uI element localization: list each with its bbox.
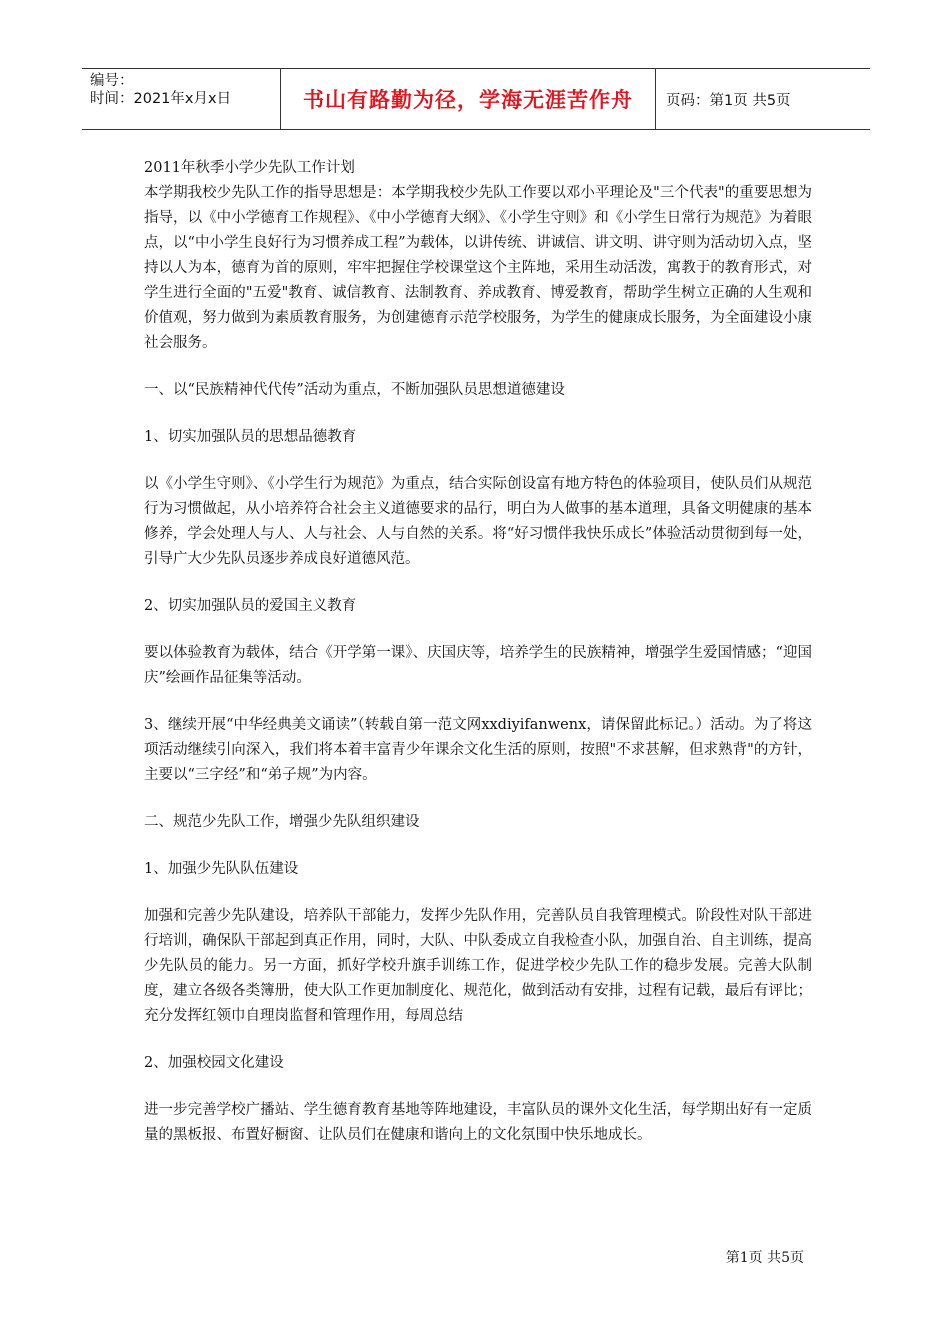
header-meta <box>82 69 281 129</box>
document-date: 时间：2021年x月x日 <box>90 91 232 107</box>
page-footer: 第1页 共5页 <box>725 1250 804 1266</box>
document-title: 2011年秋季小学少先队工作计划 <box>144 160 355 176</box>
section-1-item-1-body: 以《小学生守则》、《小学生行为规范》为重点，结合实际创设富有地方特色的体验项目，使队员们从规范行为习惯做起，从小培养符合社会主义道德要求的品行，明白为人做事的基本道理，具备文明健康的基本修养，学会处理人与人、人与社会、人与自然的关系。将“好习惯伴我快乐成长”体验活动贯彻到每一处，引导广大少先队员逐步养成良好道德风范。 <box>144 476 812 567</box>
section-2-heading: 二、规范少先队工作，增强少先队组织建设 <box>144 814 420 830</box>
page-header <box>82 68 870 130</box>
section-2-item-2-body: 进一步完善学校广播站、学生德育教育基地等阵地建设，丰富队员的课外文化生活，每学期出好有一定质量的黑板报、布置好橱窗、让队员们在健康和谐向上的文化氛围中快乐地成长。 <box>144 1102 812 1143</box>
intro-paragraph: 本学期我校少先队工作的指导思想是：本学期我校少先队工作要以邓小平理论及"三个代表"的重要思想为指导，以《中小学德育工作规程》、《中小学德育大纲》、《小学生守则》和《小学生日常行为规范》为着眼点，以“中小学生良好行为习惯养成工程”为载体，以讲传统、讲诚信、讲文明、讲守则为活动切入点，坚持以人为本，德育为首的原则，牢牢把握住学校课堂这个主阵地，采用生动活泼，寓教于的教育形式，对学生进行全面的"五爱"教育、诚信教育、法制教育、养成教育、博爱教育，帮助学生树立正确的人生观和价值观，努力做到为素质教育服务，为创建德育示范学校服务，为学生的健康成长服务，为全面建设小康社会服务。 <box>144 185 812 351</box>
document-body <box>144 156 812 1148</box>
section-1-item-2-heading: 2、切实加强队员的爱国主义教育 <box>144 598 357 614</box>
section-1-item-3-body: 3、继续开展“中华经典美文诵读”（转载自第一范文网xxdiyifanwenx，请保留此标记。）活动。为了将这项活动继续引向深入，我们将本着丰富青少年课余文化生活的原则，按照"不求甚解，但求熟背"的方针，主要以“三字经”和“弟子规”为内容。 <box>144 717 812 783</box>
section-1-heading: 一、以“民族精神代代传”活动为重点，不断加强队员思想道德建设 <box>144 382 565 398</box>
section-2-item-2-heading: 2、加强校园文化建设 <box>144 1055 284 1071</box>
header-motto: 书山有路勤为径，学海无涯苦作舟 <box>281 69 656 129</box>
section-1-item-2-body: 要以体验教育为载体，结合《开学第一课》、庆国庆等，培养学生的民族精神，增强学生爱国情感；“迎国庆”绘画作品征集等活动。 <box>144 645 812 686</box>
header-page-info: 页码：第1页 共5页 <box>666 92 791 109</box>
section-2-item-1-heading: 1、加强少先队队伍建设 <box>144 861 299 877</box>
document-number-label: 编号： <box>90 73 134 89</box>
section-2-item-1-body: 加强和完善少先队建设，培养队干部能力，发挥少先队作用，完善队员自我管理模式。阶段性对队干部进行培训，确保队干部起到真正作用，同时，大队、中队委成立自我检查小队，加强自治、自主训练，提高少先队员的能力。另一方面，抓好学校升旗手训练工作，促进学校少先队工作的稳步发展。完善大队制度，建立各级各类簿册，使大队工作更加制度化、规范化，做到活动有安排，过程有记载，最后有评比；充分发挥红领巾自理岗监督和管理作用，每周总结 <box>144 908 812 1024</box>
section-1-item-1-heading: 1、切实加强队员的思想品德教育 <box>144 429 357 445</box>
